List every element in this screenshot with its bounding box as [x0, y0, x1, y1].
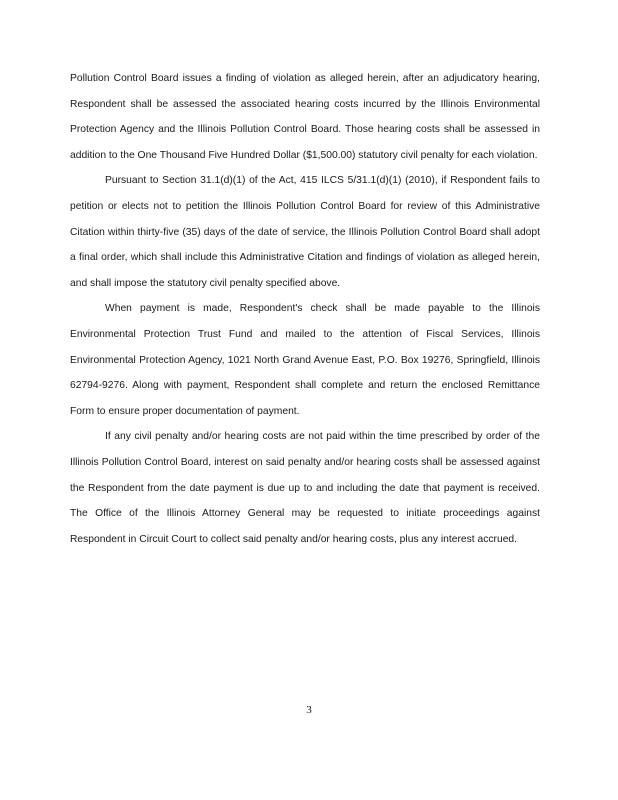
- paragraph-payment-instructions: When payment is made, Respondent's check shall be made payable to the Illinois Environmental Protection Trust Fund and mailed to the attention of Fiscal Services, Illinois Environmental Protection Agency, 1021 North Grand Avenue East, P.O. Box 19276, Springfield, Illinois 62794-9276. Along with payment, Respondent shall complete and return the enclosed Remittance Form to ensure proper documentation of payment.: [70, 303, 540, 417]
- page-number: 3: [306, 704, 312, 716]
- paragraph-interest: If any civil penalty and/or hearing costs are not paid within the time prescribed by order of the Illinois Pollution Control Board, interest on said penalty and/or hearing costs shall be assessed against the Respondent from the date payment is due up to and including the date that payment is received. The Office of the Illinois Attorney General may be requested to initiate proceedings against Respondent in Circuit Court to collect said penalty and/or hearing costs, plus any interest accrued.: [70, 431, 540, 545]
- paragraph-final-order: Pursuant to Section 31.1(d)(1) of the Act, 415 ILCS 5/31.1(d)(1) (2010), if Respondent fails to petition or elects not to petition the Illinois Pollution Control Board for review of this Administrative Citation within thirty-five (35) days of the date of service, the Illinois Pollution Control Board shall adopt a final order, which shall include this Administrative Citation and findings of violation as alleged herein, and shall impose the statutory civil penalty specified above.: [70, 175, 540, 289]
- document-body: [70, 66, 540, 552]
- paragraph-hearing-costs: Pollution Control Board issues a finding of violation as alleged herein, after an adjudicatory hearing, Respondent shall be assessed the associated hearing costs incurred by the Illinois Environmental Protection Agency and the Illinois Pollution Control Board. Those hearing costs shall be assessed in addition to the One Thousand Five Hundred Dollar ($1,500.00) statutory civil penalty for each violation.: [70, 73, 540, 161]
